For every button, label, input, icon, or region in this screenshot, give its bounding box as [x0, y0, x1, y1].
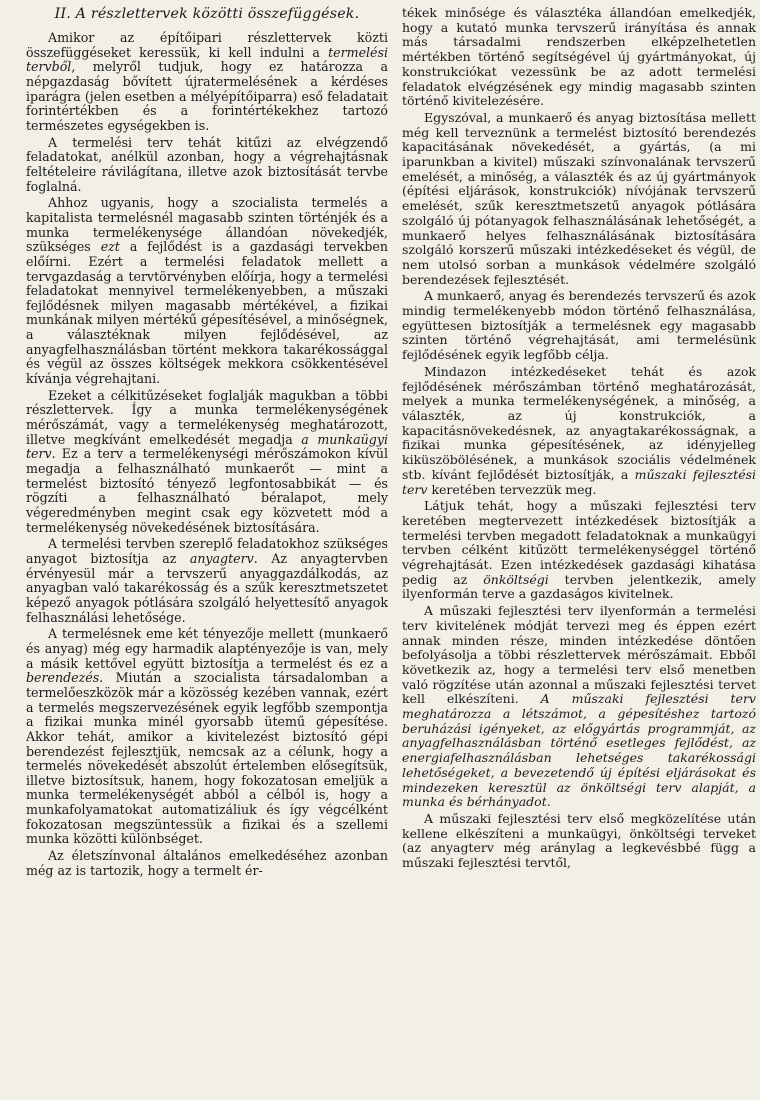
text-run: Ahhoz ugyanis, hogy a szocialista termelés a kapitalista termelésnél magasabb szinten történjék és a munka termelékenysége állandóan növekedjék, szükséges — [26, 195, 388, 255]
emphasized-text: anyagterv — [189, 550, 254, 566]
paragraph — [402, 111, 756, 287]
text-run: . Miután a szocialista társadalomban a termelőeszközök már a közösség kezében vannak, ezért a termelés megszervezésének egyik legfőbb szempontja a fizikai munka minél gyorsabb ütemű gépesítése. Akkor tehát, amikor a kivitelezést biztosító gépi berendezést fejlesztjük, nemcsak az a célunk, hogy a termelés növekedését abszolút értelemben elősegítsük, illetve biztosítsuk, hanem, hogy fokozatosan emeljük a munka termelékenységét abból a célból is, hogy a munkafolyamatokat automatizáliuk és így végcélként fokozatosan megszüntessük a fizikai és a szellemi munka közötti különbséget. — [26, 670, 388, 847]
emphasized-text: termelési tervből — [26, 44, 388, 75]
text-run: . Az anyagtervben érvényesül már a tervszerű anyaggazdálkodás, az anyagban való takarékosság és a szűk keresztmetszetet képező anyagok pótlására szolgáló helyettesítő anyagok felhasználási lehetősége. — [26, 550, 388, 625]
text-run: Egyszóval, a munkaerő és anyag biztosítása mellett még kell terveznünk a termelést biztosító berendezés kapacitásának növekedését, a gyártás, (a mi iparunkban a kivitel) műszaki színvonalának tervszerű emelését, a minőség, a választék és az új gyártmányok (építési eljárások, konstrukciók) nívójának tervszerű emelését, szűk keresztmetszetű anyagok pótlására szolgáló új pótanyagok felhasználásának lehetőségét, a munkaerő helyes felhasználásának biztosítására szolgáló korszerű műszaki intézkedéseket és végül, de nem utolsó sorban a munkások védelmére szolgáló berendezések fejlesztését. — [402, 109, 756, 287]
paragraph — [26, 627, 388, 847]
paragraph — [26, 537, 388, 625]
emphasized-text: ezt — [100, 239, 120, 255]
right-paragraphs — [402, 6, 756, 871]
paragraph — [402, 604, 756, 810]
text-run: . Ez a terv a termelékenységi mérőszámokon kívül megadja a felhasználható munkaerőt — mint a termelést biztosító tényező legfontosabbikát — és rögzíti a felhasználható béralapot, mely végeredményben megint csak egy közvetett mód a termelékenység növekedésének biztosítására. — [26, 446, 388, 535]
left-column — [26, 6, 396, 1100]
paragraph — [402, 365, 756, 497]
paragraph — [26, 389, 388, 536]
text-run: A műszaki fejlesztési terv ilyenformán a termelési terv kivitelének módját tervezi meg és éppen ezért annak minden része, minden intézkedése döntően befolyásolja a többi részlettervek mérőszámait. Ebből következik az, hogy a termelési terv első menetben való rögzítése után azonnal a műszaki fejlesztési tervet kell elkészíteni. — [402, 603, 756, 707]
text-run: Amikor az építőipari részlettervek közti összefüggéseket keressük, ki kell indulni a — [26, 30, 388, 60]
section-heading: II. A részlettervek közötti összefüggések. — [54, 6, 360, 22]
emphasized-text: önköltségi — [483, 571, 549, 587]
text-run: tékek minősége és választéka állandóan emelkedjék, hogy a kutató munka tervszerű irányítása és annak más társadalmi rendszerben elképzelhetetlen mértékben történő segítségével új gyártmányokat, új konstrukciókat vezessünk be az adott termelési feladatok elvégzésének egy mindig magasabb szinten történő kivitelezésére. — [402, 6, 756, 109]
text-run: A termelési tervben szereplő feladatokhoz szükséges anyagot biztosítja az — [26, 536, 388, 566]
text-run: a fejlődést is a gazdasági tervekben előírni. Ezért a termelési feladatok mellett a tervgazdaság a tervtörvényben előírja, hogy a termelési feladatokat mennyivel termelékenyebben, a műszaki fejlődésnek milyen magasabb mértékével, a fizikai munkának milyen mértékű gépesítésével, a minőségnek, a választéknak milyen fejlődésével, az anyagfelhasználásban történt mekkora takarékossággal és végül az összes költségek mekkora csökkentésével kívánja végrehajtani. — [26, 239, 388, 387]
emphasized-text: műszaki fejlesztési terv — [402, 466, 756, 497]
text-run: A műszaki fejlesztési terv első megközelítése után kellene elkészíteni a munkaügyi, önköltségi terveket (az anyagterv még aránylag a legkevésbbé függ a műszaki fejlesztési tervtől, — [402, 810, 756, 871]
emphasized-text: berendezés — [26, 670, 100, 686]
left-paragraphs — [26, 31, 388, 878]
text-run: Az életszínvonal általános emelkedéséhez azonban még az is tartozik, hogy a termelt ér- — [26, 848, 388, 878]
paragraph — [26, 31, 388, 134]
paragraph — [26, 196, 388, 387]
text-run: tervben jelentkezik, amely ilyenformán terve a gazdaságos kivitelnek. — [402, 571, 756, 602]
text-run: , melyről tudjuk, hogy ez határozza a népgazdaság bővített újratermelésének a kérdéses iparágra (jelen esetben a mélyépítőiparra) eső feladatait forintértékben és a forintértékekhez tartozó természetes egységekben is. — [26, 59, 388, 133]
paragraph — [26, 849, 388, 878]
paragraph — [402, 812, 756, 871]
text-run: A termelési terv tehát kitűzi az elvégzendő feladatokat, anélkül azonban, hogy a végrehajtásnak feltételeire rávilágítana, illetve azok biztosítását tervbe foglalná. — [26, 134, 388, 194]
paragraph — [402, 289, 756, 363]
emphasized-text: a munkaügyi terv — [26, 431, 388, 462]
text-run: keretében tervezzük meg. — [427, 481, 597, 497]
emphasized-text: A műszaki fejlesztési terv meghatározza a létszámot, a gépesítéshez tartozó beruházási igényeket, az előgyártás programmját, az anyagfelhasználásban történő esetleges fejlődést, az energiafelhasználásban lehetséges takarékossági lehetőségeket, a bevezetendő új építési eljárásokat és mindezeken keresztül az önköltségi terv alapját, a munka és bérhányadot. — [402, 691, 756, 810]
text-run: Ezeket a célkitűzéseket foglalják magukban a többi részlettervek. Így a munka termelékenységének mérőszámát, vagy a termelékenység meghatározott, illetve megkívánt emelkedését megadja — [26, 387, 388, 447]
text-run: A termelésnek eme két tényezője mellett (munkaerő és anyag) még egy harmadik alaptényezője is van, mely a másik kettővel együtt biztosítja a termelést és ez a — [26, 626, 388, 671]
right-column — [396, 6, 756, 1100]
paragraph — [402, 499, 756, 602]
text-run: Mindazon intézkedéseket tehát és azok fejlődésének mérőszámban történő meghatározását, melyek a munka termelékenységének, a minőség, a választék, az új konstrukciók, a kapacitásnövekedésnek, az anyagtakarékosságnak, a fizikai munka gépesítésének, az idényjelleg kiküszöbölésének, a munkások szociális védelmének stb. kívánt fejlődését biztosítják, a — [402, 363, 756, 482]
paragraph — [26, 136, 388, 195]
text-run: Látjuk tehát, hogy a műszaki fejlesztési terv keretében megtervezett intézkedések biztosítják a termelési tervben megadott feladatoknak a munkaügyi tervben célként kitűzött termelékenységgel történő végrehajtását. Ezen intézkedések gazdasági kihatása pedig az — [402, 498, 756, 587]
paragraph — [402, 6, 756, 109]
text-run: A munkaerő, anyag és berendezés tervszerű és azok mindig termelékenyebb módon történő felhasználása, együttesen biztosítják a termelésnek egy magasabb szinten történő végrehajtását, ami termelésünk fejlődésének egyik legfőbb célja. — [402, 288, 756, 363]
